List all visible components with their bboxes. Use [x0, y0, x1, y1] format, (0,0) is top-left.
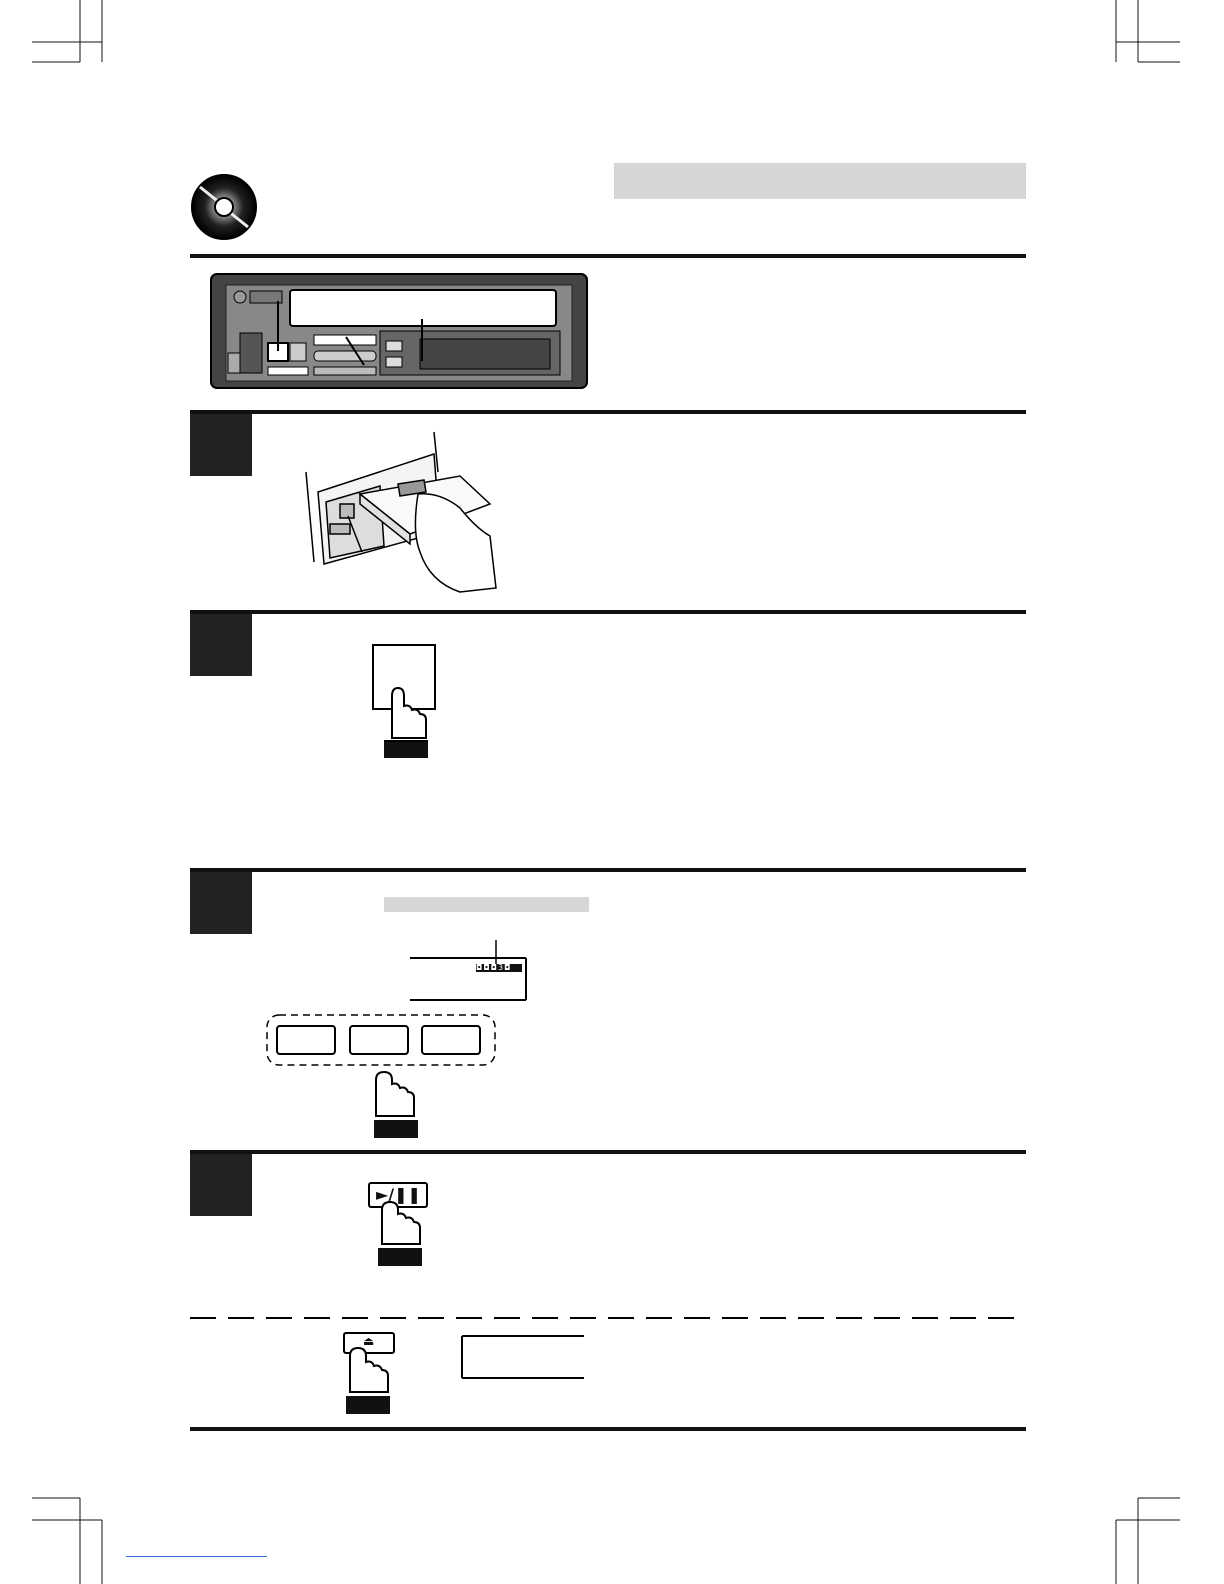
press-hand-icon — [370, 1070, 430, 1140]
dashed-divider — [190, 1316, 1026, 1320]
step-4-number-box — [190, 1154, 252, 1216]
step-1-number-box — [190, 414, 252, 476]
eject-button-hand-icon — [344, 1348, 404, 1428]
disc-button-1[interactable] — [277, 1026, 335, 1054]
disc-button-3[interactable] — [422, 1026, 480, 1054]
display-indicator: ◘◘◘3◘ — [476, 963, 512, 972]
eject-label: ⏏ — [363, 1334, 375, 1348]
compact-disc-icon — [190, 173, 258, 241]
header-title-bar — [614, 163, 1026, 199]
display-window-illustration — [406, 938, 536, 1008]
step-3-rule — [190, 868, 1026, 872]
play-pause-button-hand-icon — [374, 1200, 434, 1280]
disc-insert-illustration — [300, 432, 500, 592]
step-3-number-box — [190, 872, 252, 934]
disc-button-2[interactable] — [350, 1026, 408, 1054]
step-2-number-box — [190, 614, 252, 676]
press-button-hand-icon — [370, 642, 440, 760]
step-2-rule — [190, 610, 1026, 614]
step-1-rule — [190, 410, 1026, 414]
head-unit-panel-illustration — [210, 273, 590, 391]
step-3-gray-bar — [384, 897, 589, 912]
footer-link-underline[interactable] — [126, 1556, 267, 1557]
header-rule — [190, 254, 1026, 258]
bottom-rule — [190, 1427, 1026, 1431]
eject-display-window — [460, 1334, 586, 1380]
step-4-rule — [190, 1150, 1026, 1154]
play-pause-label: ►/❚❚ — [376, 1185, 421, 1204]
